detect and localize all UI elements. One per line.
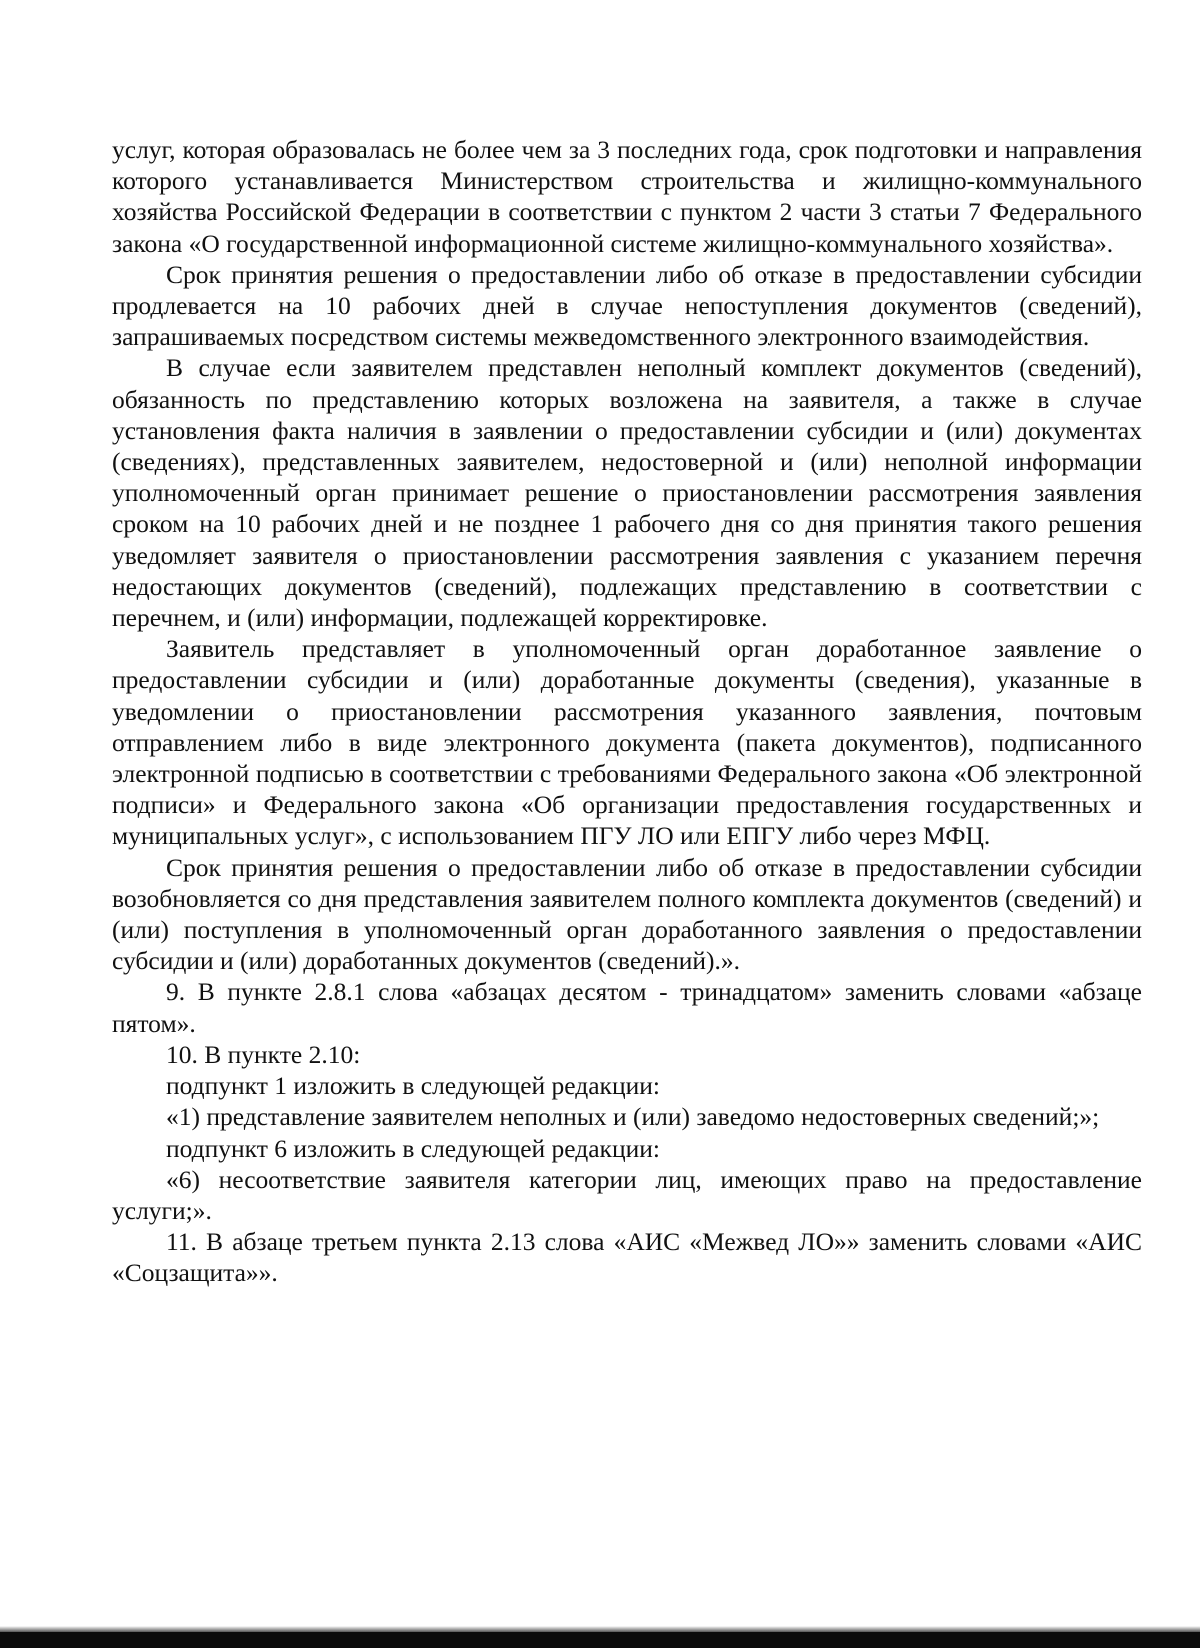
paragraph-incomplete-documents: В случае если заявителем представлен неполный комплект документов (сведений), обязанность по представлению которых возложена на заявителя, а также в случае установления факта наличия в заявлении о предоставлении субсидии и (или) документах (сведениях), представленных заявителем, недостоверной и (или) неполной информации уполномоченный орган принимает решение о приостановлении рассмотрения заявления сроком на 10 рабочих дней и не позднее 1 рабочего дня со дня принятия такого решения уведомляет заявителя о приостановлении рассмотрения заявления с указанием перечня недостающих документов (сведений), подлежащих представлению в соответствии с перечнем, и (или) информации, подлежащей корректировке. xyxy=(112,353,1142,633)
paragraph-item-9: 9. В пункте 2.8.1 слова «абзацах десятом - тринадцатом» заменить словами «абзаце пятом». xyxy=(112,977,1142,1038)
paragraph-revised-application: Заявитель представляет в уполномоченный орган доработанное заявление о предоставлении субсидии и (или) доработанные документы (сведения), указанные в уведомлении о приостановлении рассмотрения указанного заявления, почтовым отправлением либо в виде электронного документа (пакета документов), подписанного электронной подписью в соответствии с требованиями Федерального закона «Об электронной подписи» и Федерального закона «Об организации предоставления государственных и муниципальных услуг», с использованием ПГУ ЛО или ЕПГУ либо через МФЦ. xyxy=(112,634,1142,851)
paragraph-item-11: 11. В абзаце третьем пункта 2.13 слова «АИС «Межвед ЛО»» заменить словами «АИС «Соцзащита»». xyxy=(112,1227,1142,1288)
paragraph-continuation: услуг, которая образовалась не более чем за 3 последних года, срок подготовки и направления которого устанавливается Министерством строительства и жилищно-коммунального хозяйства Российской Федерации в соответствии с пунктом 2 части 3 статьи 7 Федерального закона «О государственной информационной системе жилищно-коммунального хозяйства». xyxy=(112,135,1142,258)
paragraph-subitem-6-text: «6) несоответствие заявителя категории лиц, имеющих право на предоставление услуги;». xyxy=(112,1164,1142,1225)
paragraph-subitem-6-intro: подпункт 6 изложить в следующей редакции: xyxy=(166,1133,660,1163)
scan-edge-border xyxy=(0,1632,1200,1648)
paragraph-term-extension: Срок принятия решения о предоставлении либо об отказе в предоставлении субсидии продлевается на 10 рабочих дней в случае непоступления документов (сведений), запрашиваемых посредством системы межведомственного электронного взаимодействия. xyxy=(112,259,1142,352)
document-body xyxy=(112,134,1142,1289)
paragraph-term-resumption: Срок принятия решения о предоставлении либо об отказе в предоставлении субсидии возобновляется со дня представления заявителем полного комплекта документов (сведений) и (или) поступления в уполномоченный орган доработанного заявления о предоставлении субсидии и (или) доработанных документов (сведений).». xyxy=(112,852,1142,976)
paragraph-item-10: 10. В пункте 2.10: xyxy=(166,1039,361,1069)
paragraph-subitem-1-text: «1) представление заявителем неполных и (или) заведомо недостоверных сведений;»; xyxy=(166,1102,1100,1132)
paragraph-subitem-1-intro: подпункт 1 изложить в следующей редакции: xyxy=(166,1071,660,1101)
